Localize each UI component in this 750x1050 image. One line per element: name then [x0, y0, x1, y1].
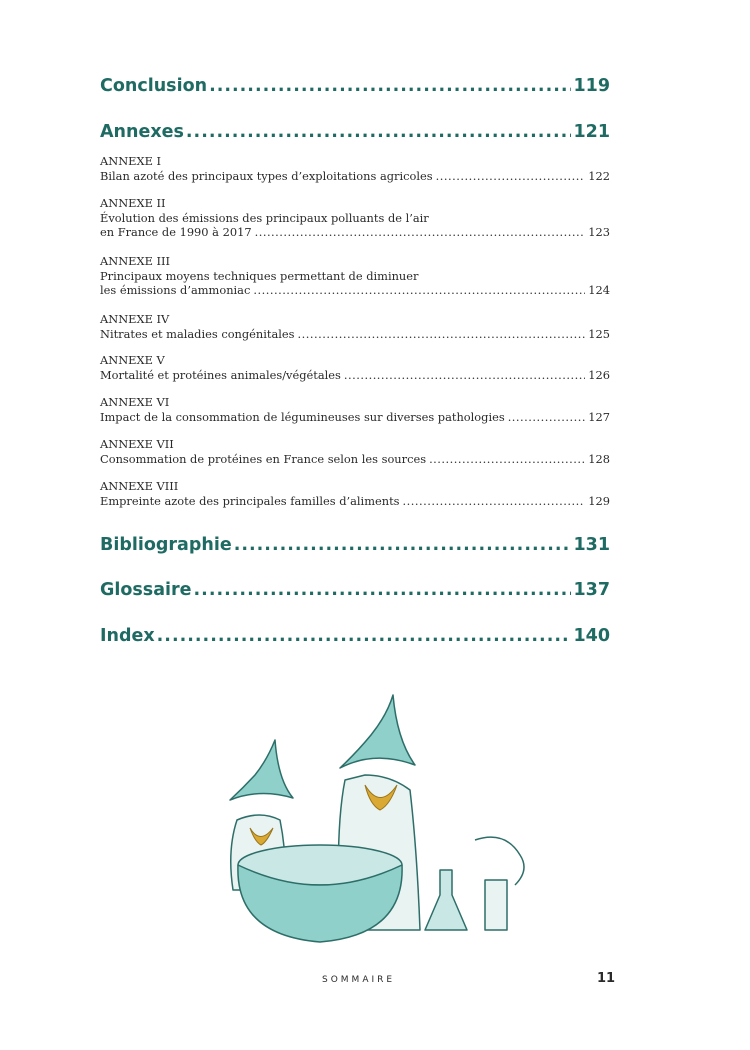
footer-page-number: 11 — [597, 971, 616, 986]
wizards-cauldron-illustration — [175, 680, 575, 950]
annex-page: 128 — [588, 451, 610, 466]
annex-label: ANNEXE III — [100, 254, 171, 268]
dot-leader — [209, 76, 571, 96]
toc-entry-page: 137 — [573, 580, 610, 600]
dot-leader — [157, 626, 572, 646]
beaker — [485, 880, 507, 930]
annex-page: 129 — [588, 493, 610, 508]
annex-label: ANNEXE I — [100, 154, 162, 168]
annex-page: 127 — [588, 409, 610, 424]
dot-leader — [298, 327, 586, 342]
tall-wizard-hat — [340, 695, 415, 768]
toc-entry-glossaire[interactable] — [100, 580, 610, 600]
toc-entry-title: Annexes — [100, 122, 184, 142]
footer-section-label: SOMMAIRE — [322, 975, 396, 985]
small-wizard-hat — [230, 740, 293, 800]
dot-leader — [429, 452, 585, 467]
toc-entry-page: 121 — [573, 122, 610, 142]
dot-leader — [253, 283, 585, 298]
annex-entry[interactable] — [100, 196, 610, 240]
annex-entry[interactable] — [100, 254, 610, 298]
annex-page: 125 — [588, 326, 610, 341]
flask — [425, 870, 467, 930]
dot-leader — [436, 169, 586, 184]
annex-entry[interactable] — [100, 479, 610, 508]
annex-label: ANNEXE II — [100, 196, 166, 210]
annex-entry[interactable] — [100, 154, 610, 183]
annex-title: Empreinte azote des principales familles d’aliments — [100, 493, 400, 508]
annex-title: Nitrates et maladies congénitales — [100, 326, 295, 341]
annex-label: ANNEXE VI — [100, 395, 170, 409]
annex-title: Bilan azoté des principaux types d’exploitations agricoles — [100, 168, 433, 183]
annex-page: 124 — [588, 283, 610, 297]
dot-leader — [508, 410, 586, 425]
toc-entry-index[interactable] — [100, 626, 610, 646]
annex-page: 122 — [588, 168, 610, 183]
toc-entry-page: 131 — [573, 535, 610, 555]
annex-title: Principaux moyens techniques permettant de diminuer — [100, 268, 419, 283]
dot-leader — [194, 580, 572, 600]
toc-entry-title: Glossaire — [100, 580, 192, 600]
toc-entry-title: Bibliographie — [100, 535, 232, 555]
annex-entry[interactable] — [100, 353, 610, 382]
annex-title: Consommation de protéines en France selon les sources — [100, 451, 427, 466]
annex-label: ANNEXE VIII — [100, 479, 179, 493]
toc-entry-conclusion[interactable] — [100, 76, 610, 96]
annex-title: en France de 1990 à 2017 — [100, 225, 252, 239]
toc-entry-title: Index — [100, 626, 155, 646]
toc-entry-title: Conclusion — [100, 76, 208, 96]
annex-label: ANNEXE IV — [100, 312, 170, 326]
annex-title: Mortalité et protéines animales/végétales — [100, 367, 341, 382]
annex-entry[interactable] — [100, 437, 610, 466]
annex-label: ANNEXE VII — [100, 437, 174, 451]
annex-entry[interactable] — [100, 312, 610, 341]
dot-leader — [234, 535, 572, 555]
toc-entry-page: 119 — [573, 76, 610, 96]
annex-label: ANNEXE V — [100, 353, 165, 367]
toc-entry-annexes[interactable] — [100, 122, 610, 142]
annex-page: 126 — [588, 367, 610, 382]
coil-tube — [475, 837, 524, 885]
annex-title: les émissions d’ammoniac — [100, 283, 251, 297]
annex-title: Impact de la consommation de légumineuses sur diverses pathologies — [100, 409, 505, 424]
dot-leader — [186, 122, 572, 142]
toc-entry-bibliographie[interactable] — [100, 535, 610, 555]
dot-leader — [403, 494, 586, 509]
dot-leader — [344, 368, 585, 383]
annex-title: Évolution des émissions des principaux polluants de l’air — [100, 210, 429, 225]
annex-entry[interactable] — [100, 395, 610, 424]
annex-page: 123 — [588, 225, 610, 239]
dot-leader — [255, 225, 586, 240]
toc-entry-page: 140 — [573, 626, 610, 646]
